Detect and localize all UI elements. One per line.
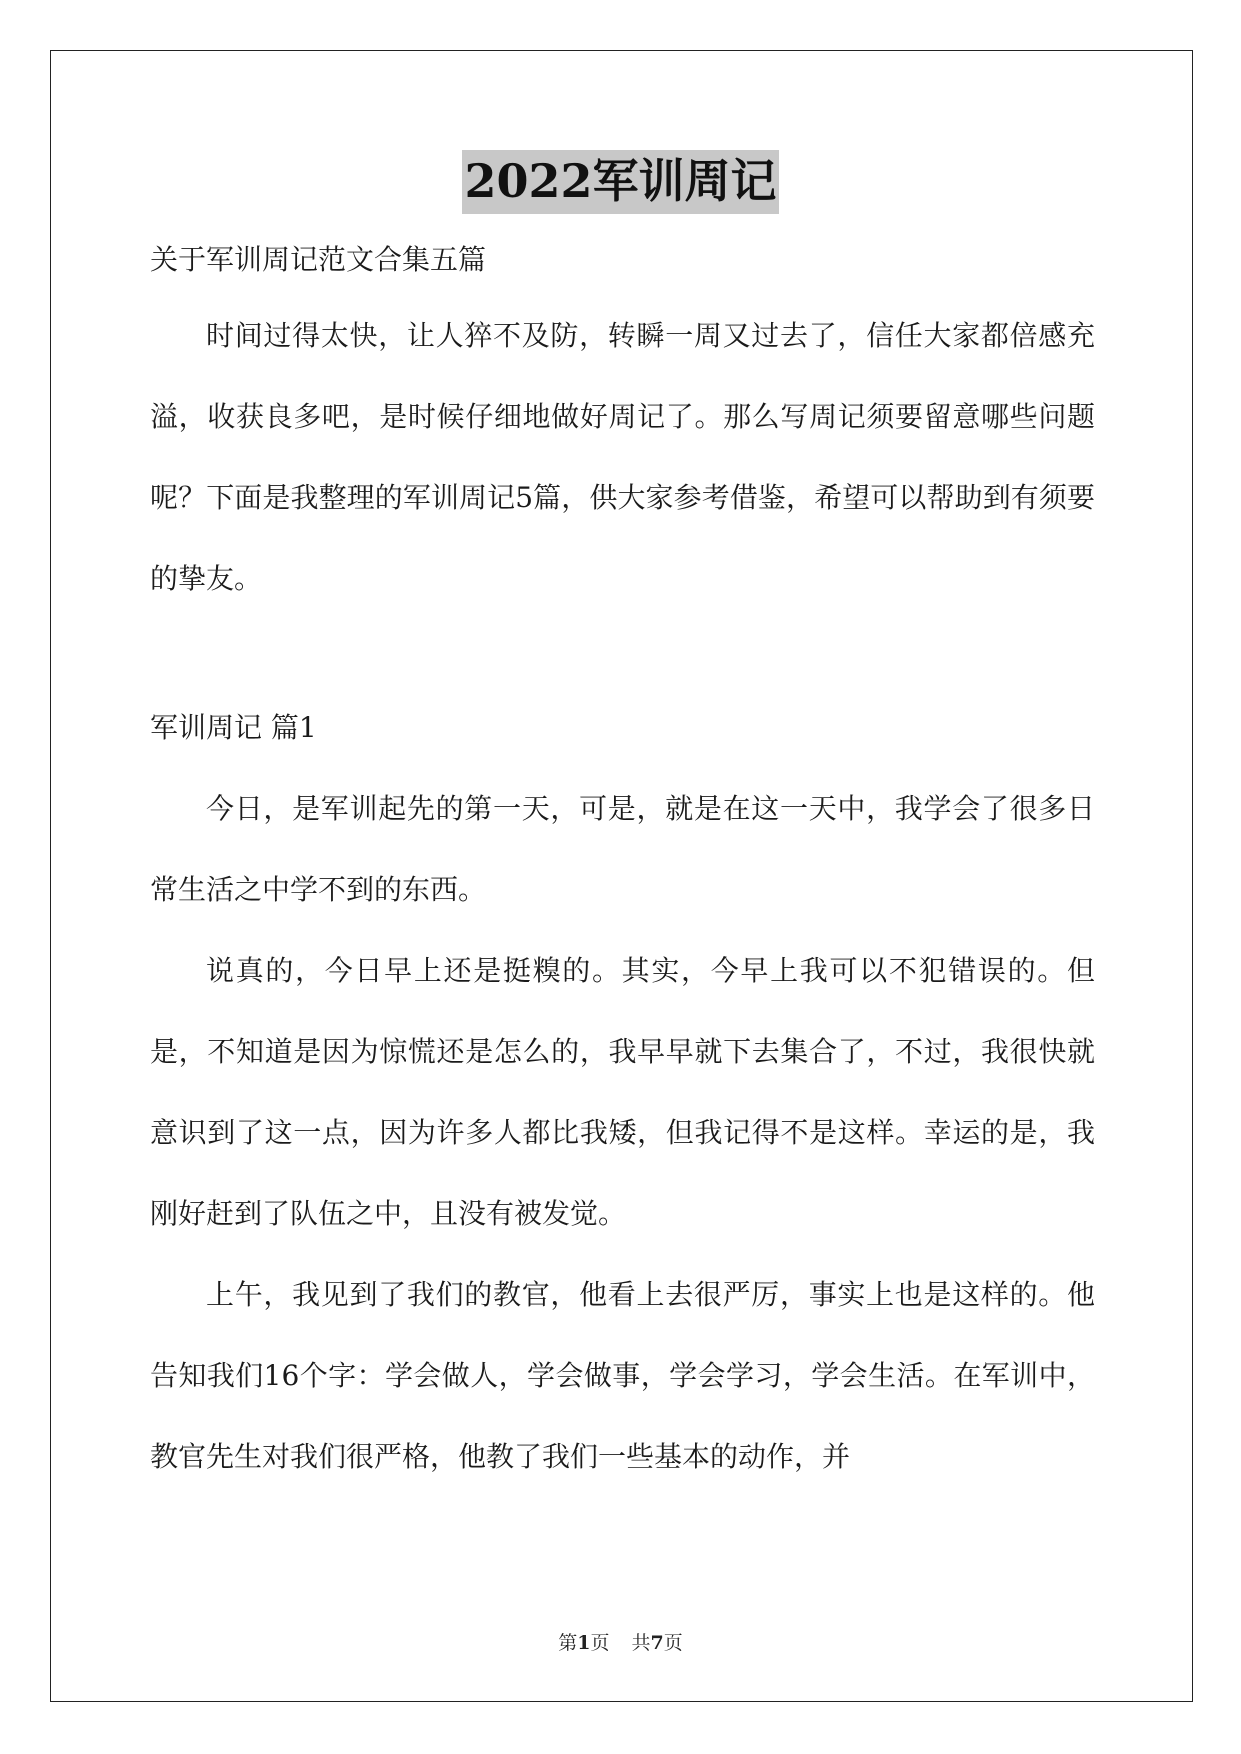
page-prefix: 第 bbox=[558, 1632, 578, 1654]
total-suffix: 页 bbox=[663, 1632, 683, 1654]
title-wrap bbox=[0, 150, 1241, 214]
page-footer bbox=[0, 1628, 1241, 1655]
document-subtitle: 关于军训周记范文合集五篇 bbox=[150, 243, 487, 276]
document-title: 2022军训周记 bbox=[462, 150, 778, 214]
section-heading: 军训周记 篇1 bbox=[150, 711, 317, 744]
page-mid: 页 bbox=[590, 1632, 610, 1654]
current-page-number: 1 bbox=[577, 1632, 591, 1654]
body-paragraph: 今日，是军训起先的第一天，可是，就是在这一天中，我学会了很多日常生活之中学不到的东西。 bbox=[150, 792, 1095, 906]
total-page-number: 7 bbox=[650, 1632, 664, 1654]
document-body bbox=[150, 225, 1095, 1497]
body-paragraph: 上午，我见到了我们的教官，他看上去很严厉，事实上也是这样的。他告知我们16个字：学会做人，学会做事，学会学习，学会生活。在军训中，教官先生对我们很严格，他教了我们一些基本的动作，并 bbox=[150, 1278, 1095, 1473]
body-paragraph: 说真的，今日早上还是挺糗的。其实，今早上我可以不犯错误的。但是，不知道是因为惊慌还是怎么的，我早早就下去集合了，不过，我很快就意识到了这一点，因为许多人都比我矮，但我记得不是这样。幸运的是，我刚好赶到了队伍之中，且没有被发觉。 bbox=[150, 954, 1095, 1230]
total-prefix: 共 bbox=[631, 1632, 651, 1654]
intro-paragraph: 时间过得太快，让人猝不及防，转瞬一周又过去了，信任大家都倍感充溢，收获良多吧，是时候仔细地做好周记了。那么写周记须要留意哪些问题呢？下面是我整理的军训周记5篇，供大家参考借鉴，希望可以帮助到有须要的挚友。 bbox=[150, 319, 1095, 595]
